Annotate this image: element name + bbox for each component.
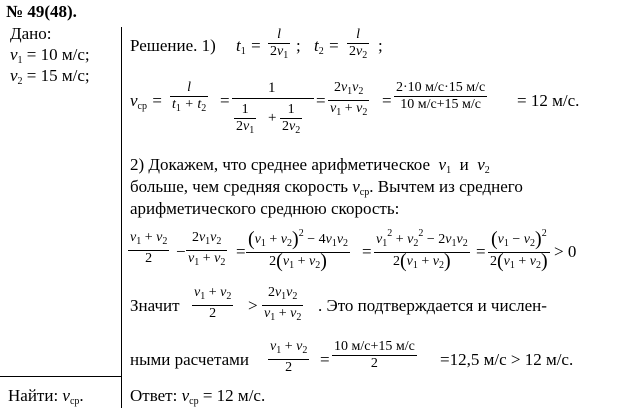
num1-num: $v_1 + v_2$ <box>270 339 308 356</box>
vcp-frac3-den: $v_1 + v_2$ <box>330 101 368 118</box>
t2-num: l <box>356 27 361 42</box>
vcp-frac2-inner1 <box>234 102 256 139</box>
vcp-frac4-den: 10 м/с+15 м/с <box>400 97 482 112</box>
num-frac1 <box>268 339 309 376</box>
conclusion-start: Значит <box>130 296 180 315</box>
diff2-den: $v_1 + v_2$ <box>188 251 226 268</box>
t1-fraction <box>268 27 290 64</box>
concl-frac1 <box>192 285 233 322</box>
t2-label: $t_2$ = <box>314 36 340 57</box>
diff-frac2 <box>186 230 227 271</box>
inner2-den: $2v_2$ <box>282 119 301 136</box>
vcp-frac4-num: 2·10 м/с·15 м/с <box>396 80 486 95</box>
vcp-frac1-den: $t_1 + t_2$ <box>172 97 207 114</box>
vcp-frac1 <box>170 80 208 117</box>
eq-2: = <box>316 91 326 110</box>
given-label: Дано: <box>10 24 52 43</box>
concl1-num: $v_1 + v_2$ <box>194 285 232 302</box>
vcp-frac2-num: 1 <box>268 80 276 96</box>
eq-4: = <box>236 242 246 261</box>
vertical-divider <box>121 27 122 408</box>
eq-7: = <box>320 350 330 369</box>
eq-3: = <box>382 91 392 110</box>
diff-frac5 <box>488 226 550 274</box>
num-frac2 <box>332 339 417 372</box>
gt-zero: > 0 <box>554 242 577 261</box>
vcp-result: = 12 м/с. <box>517 91 580 110</box>
semicolon-1: ; <box>296 36 301 55</box>
eq-6: = <box>476 242 486 261</box>
num2-den: 2 <box>370 356 378 371</box>
diff4-den: $2(v_1 + v_2)$ <box>393 250 451 272</box>
numeric-start: ными расчетами <box>130 350 250 369</box>
part2-line3: арифметического среднюю скорость: <box>130 199 400 218</box>
diff-frac3 <box>246 226 350 274</box>
find-row: Найти: $v_{ср}$. <box>8 386 84 407</box>
vcp-frac3-num: $2v_1v_2$ <box>333 80 364 97</box>
t2-den: $2v_2$ <box>349 44 368 61</box>
eq-1: = <box>220 91 230 110</box>
vcp-frac3 <box>328 80 369 121</box>
inner2-num: 1 <box>287 102 295 117</box>
part2-line2: больше, чем средняя скорость $v_{ср}$. Вычтем из среднего <box>130 177 523 198</box>
diff3-den: $2(v_1 + v_2)$ <box>269 250 327 272</box>
inner1-den: $2v_1$ <box>236 119 255 136</box>
problem-number: № 49(48). <box>6 2 77 21</box>
diff-frac4 <box>374 226 470 274</box>
numeric-result: =12,5 м/с > 12 м/с. <box>440 350 574 369</box>
concl2-num: $2v_1v_2$ <box>267 285 298 302</box>
diff5-den: $2(v_1 + v_2)$ <box>490 250 548 272</box>
vcp-frac2-inner2 <box>280 102 302 139</box>
num2-num: 10 м/с+15 м/с <box>334 339 415 354</box>
minus-1: − <box>176 242 186 261</box>
t1-num: l <box>277 27 282 42</box>
solution-label: Решение. 1) <box>130 36 216 55</box>
num1-den: 2 <box>285 360 293 375</box>
eq-5: = <box>362 242 372 261</box>
semicolon-2: ; <box>378 36 383 55</box>
t1-label: $t_1$ = <box>236 36 262 57</box>
t1-den: $2v_1$ <box>270 44 289 61</box>
vcp-frac2-bar <box>232 98 314 99</box>
given-v2: $v_2 = 15$ м/с; <box>10 66 90 87</box>
vcp-label: $v_{cp}$ = <box>130 91 163 112</box>
diff1-num: $v_1 + v_2$ <box>130 230 168 247</box>
diff-frac1 <box>128 230 169 267</box>
given-v1: $v_1 = 10$ м/с; <box>10 45 90 66</box>
diff5-num: $(v_1 - v_2)^2$ <box>491 228 547 250</box>
vcp-frac4 <box>394 80 487 113</box>
diff2-num: $2v_1v_2$ <box>191 230 222 247</box>
concl1-den: 2 <box>209 306 217 321</box>
conclusion-end: . Это подтверждается и числен- <box>318 296 547 315</box>
concl-frac2 <box>262 285 303 326</box>
concl2-den: $v_1 + v_2$ <box>264 306 302 323</box>
inner1-num: 1 <box>241 102 249 117</box>
t2-fraction <box>347 27 369 64</box>
gt-sign: > <box>248 296 258 315</box>
diff1-den: 2 <box>145 251 153 266</box>
diff3-num: $(v_1 + v_2)^2 - 4v_1v_2$ <box>248 228 349 250</box>
diff4-num: $v_1^2 + v_2^2 - 2v_1v_2$ <box>376 228 468 249</box>
answer-row: Ответ: $v_{ср} = 12$ м/с. <box>130 386 266 407</box>
vcp-frac1-num: l <box>187 80 192 95</box>
given-divider <box>0 376 121 377</box>
part2-line1: 2) Докажем, что среднее арифметическое $v_1$ и $v_2$ <box>130 155 490 176</box>
vcp-frac2 <box>232 80 314 142</box>
plus-1: + <box>268 110 277 126</box>
